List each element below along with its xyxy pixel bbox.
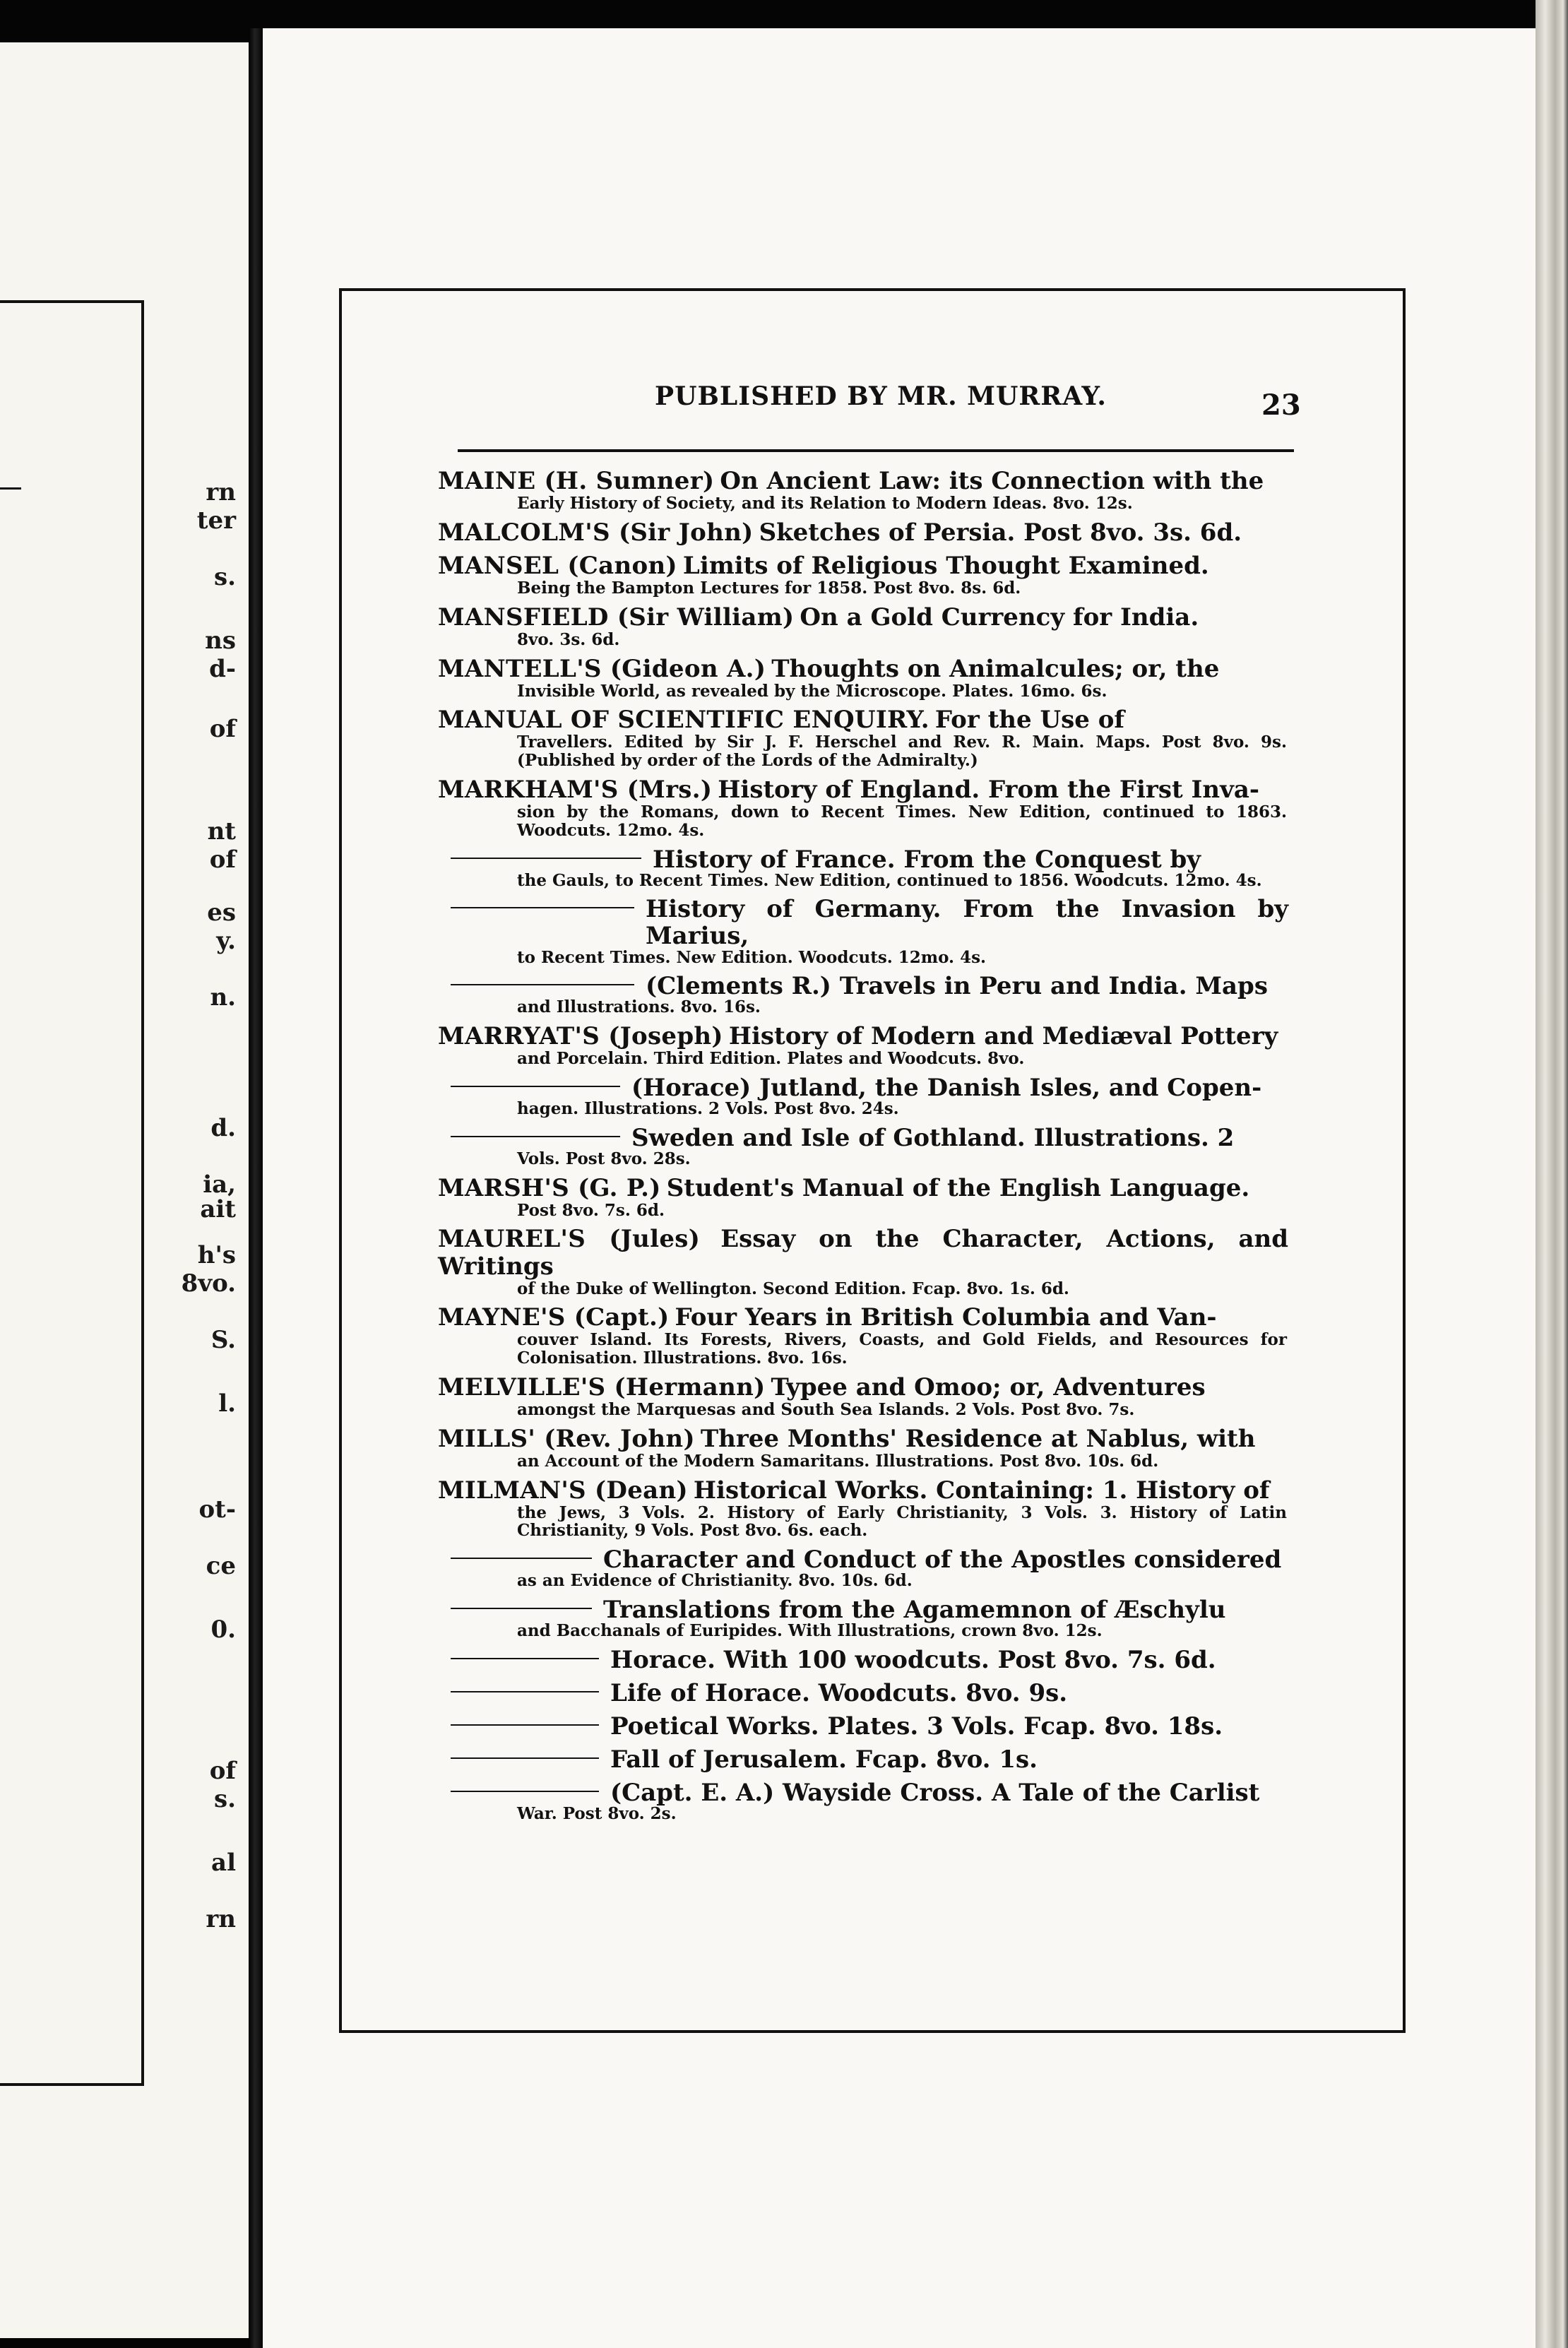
catalogue-entry <box>438 552 1288 598</box>
header-rule <box>458 449 1294 452</box>
marryat-sub-entries <box>438 1074 1288 1168</box>
sub-entry <box>438 1647 1288 1673</box>
left-page-fragment: h's <box>197 1241 236 1269</box>
sub-entry-title: Sweden and Isle of Gothland. Illustrations. 2 <box>631 1123 1235 1152</box>
left-page-fragment: ce <box>206 1552 236 1580</box>
left-page-fragment: d. <box>210 1114 236 1142</box>
catalogue-entry <box>438 519 1288 546</box>
catalogue-entry <box>438 604 1288 649</box>
left-page-fragment: ot- <box>198 1495 236 1524</box>
catalogue-entry <box>438 1175 1288 1220</box>
sub-entry-title: Life of Horace. Woodcuts. 8vo. 9s. <box>610 1678 1068 1707</box>
entry-head: MAINE (H. Sumner) <box>438 467 715 495</box>
ditto-dash <box>451 858 641 859</box>
ditto-dash <box>451 1086 620 1087</box>
left-page-fragment: 8vo. <box>181 1269 236 1298</box>
sub-entry <box>438 1680 1288 1707</box>
entry-title: History of England. From the First Inva- <box>718 775 1260 804</box>
sub-entry-details: as an Evidence of Christianity. 8vo. 10s. 6d. <box>517 1571 913 1591</box>
entry-title: Student's Manual of the English Language. <box>666 1173 1250 1202</box>
left-page-frame <box>0 300 144 2086</box>
sub-entry-title: History of France. From the Conquest by <box>653 845 1201 874</box>
left-page-fragment: es <box>207 899 236 927</box>
entry-head: MANUAL OF SCIENTIFIC ENQUIRY. <box>438 706 929 735</box>
left-page-fragment: of <box>209 846 236 874</box>
sub-entry-title: (Horace) Jutland, the Danish Isles, and Copen- <box>631 1073 1262 1102</box>
entry-title: Essay on the Character, Actions, and Writings <box>438 1225 1288 1281</box>
left-page-fragment: d- <box>209 655 236 683</box>
sub-entry-details: War. Post 8vo. 2s. <box>517 1804 677 1824</box>
sub-entry-details: hagen. Illustrations. 2 Vols. Post 8vo. 24s. <box>517 1099 899 1119</box>
entry-details: the Jews, 3 Vols. 2. History of Early Christianity, 3 Vols. 3. History of Latin Christianity, 9 Vols. Post 8vo. 6s. each. <box>517 1502 1287 1541</box>
entry-details: an Account of the Modern Samaritans. Illustrations. Post 8vo. 10s. 6d. <box>517 1451 1159 1471</box>
entry-details: and Porcelain. Third Edition. Plates and Woodcuts. 8vo. <box>517 1049 1025 1069</box>
left-page-fragment: rn <box>206 1905 236 1933</box>
entry-details: of the Duke of Wellington. Second Edition. Fcap. 8vo. 1s. 6d. <box>517 1279 1069 1298</box>
left-page-fragment: ait <box>200 1195 236 1223</box>
entry-head: MALCOLM'S (Sir John) <box>438 518 754 547</box>
left-page-fragment: s. <box>214 1785 236 1813</box>
sub-entry <box>438 1779 1288 1823</box>
entry-head: MANSEL (Canon) <box>438 551 677 580</box>
entry-head: MANSFIELD (Sir William) <box>438 603 795 632</box>
entries-marsh-to-milman <box>438 1175 1288 1541</box>
left-page-fragment: S. <box>210 1326 236 1354</box>
entry-head: MARKHAM'S (Mrs.) <box>438 775 713 804</box>
entry-details: 8vo. 3s. 6d. <box>517 629 620 649</box>
catalogue-entry <box>438 706 1288 770</box>
catalogue-entry <box>438 1226 1288 1298</box>
sub-entry-details: and Illustrations. 8vo. 16s. <box>517 997 761 1017</box>
sub-entry <box>438 896 1288 966</box>
ditto-dash <box>451 1136 620 1137</box>
markham-sub-entries <box>438 846 1288 1017</box>
sub-entry-title: Character and Conduct of the Apostles considered <box>603 1546 1282 1575</box>
entry-title: On Ancient Law: its Connection with the <box>720 467 1264 495</box>
catalogue-entry <box>438 656 1288 701</box>
entry-head: MAUREL'S (Jules) <box>438 1225 701 1254</box>
left-page-fragment: n. <box>210 983 236 1012</box>
entry-head: MAYNE'S (Capt.) <box>438 1303 670 1332</box>
ditto-dash <box>451 1691 599 1692</box>
left-page-fragment: ia, <box>203 1170 236 1199</box>
ditto-dash <box>451 1724 599 1726</box>
sub-entry <box>438 1746 1288 1773</box>
entry-details: Travellers. Edited by Sir J. F. Herschel and Rev. R. Main. Maps. Post 8vo. 9s. (Published by order of the Lords of the Admiralty.) <box>517 733 1287 771</box>
left-page-fragment: s. <box>214 563 236 591</box>
entry-title: Three Months' Residence at Nablus, with <box>700 1424 1256 1453</box>
entry-details: Invisible World, as revealed by the Microscope. Plates. 16mo. 6s. <box>517 681 1107 701</box>
entry-details: Early History of Society, and its Relation to Modern Ideas. 8vo. 12s. <box>517 494 1133 514</box>
entry-title: Typee and Omoo; or, Adventures <box>771 1372 1206 1401</box>
entry-head: MARSH'S (G. P.) <box>438 1173 661 1202</box>
sub-entry-details: Vols. Post 8vo. 28s. <box>517 1149 691 1168</box>
sub-entry <box>438 1074 1288 1118</box>
entry-details: sion by the Romans, down to Recent Times. New Edition, continued to 1863. Woodcuts. 12mo. 4s. <box>517 802 1287 840</box>
entry-head: MILLS' (Rev. John) <box>438 1424 695 1453</box>
entry-title: Historical Works. Containing: 1. History of <box>693 1476 1270 1505</box>
entries-maine-to-markham <box>438 468 1288 840</box>
left-page-fragment: l. <box>218 1389 236 1418</box>
sub-entry <box>438 1596 1288 1640</box>
sub-entry <box>438 1713 1288 1740</box>
catalogue-entry <box>438 776 1288 840</box>
entry-head: MELVILLE'S (Hermann) <box>438 1372 766 1401</box>
entry-title: On a Gold Currency for India. <box>800 603 1199 632</box>
entry-title: For the Use of <box>934 706 1125 735</box>
entry-title: History of Modern and Mediæval Pottery <box>728 1022 1278 1051</box>
entry-title: Thoughts on Animalcules; or, the <box>771 654 1220 683</box>
ditto-dash <box>451 984 634 985</box>
sub-entry-title: (Capt. E. A.) Wayside Cross. A Tale of the Carlist <box>610 1779 1260 1808</box>
ditto-dash <box>451 1757 599 1759</box>
sub-entry-title: History of Germany. From the Invasion by Marius, <box>646 895 1288 951</box>
left-page-fragment: nt <box>207 817 236 846</box>
sub-entry-title: Fall of Jerusalem. Fcap. 8vo. 1s. <box>610 1745 1038 1774</box>
sub-entry <box>438 1546 1288 1590</box>
sub-entry-title: (Clements R.) Travels in Peru and India. Maps <box>646 972 1268 1001</box>
sub-entry-details: and Bacchanals of Euripides. With Illustrations, crown 8vo. 12s. <box>517 1621 1103 1641</box>
left-page-fragment: ter <box>196 506 236 535</box>
sub-entry <box>438 973 1288 1016</box>
catalogue-entry <box>438 1374 1288 1419</box>
entry-details: couver Island. Its Forests, Rivers, Coasts, and Gold Fields, and Resources for Colonisation. Illustrations. 8vo. 16s. <box>517 1330 1287 1368</box>
page-number: 23 <box>1261 389 1301 422</box>
left-page-fragment: of <box>209 1757 236 1785</box>
left-page-fragment: ns <box>205 627 236 655</box>
ditto-dash <box>451 1658 599 1659</box>
catalogue-entry <box>438 1477 1288 1541</box>
sub-entry-title: Translations from the Agamemnon of Æschylu <box>603 1595 1226 1624</box>
entry-details: Being the Bampton Lectures for 1858. Post 8vo. 8s. 6d. <box>517 578 1021 598</box>
catalogue-entry <box>438 468 1288 513</box>
left-page <box>0 42 249 2338</box>
ditto-dash <box>451 1558 592 1559</box>
ditto-dash <box>451 1608 592 1609</box>
left-page-fragment: 0. <box>210 1615 236 1644</box>
page-edge <box>1536 0 1568 2348</box>
left-page-fragment: y. <box>216 927 236 955</box>
sub-entry <box>438 1125 1288 1168</box>
entry-details: Post 8vo. 7s. 6d. <box>517 1200 665 1220</box>
entry-head: MANTELL'S (Gideon A.) <box>438 654 766 683</box>
catalogue-entry <box>438 1304 1288 1368</box>
ditto-dash <box>451 907 634 908</box>
entry-title: Four Years in British Columbia and Van- <box>675 1303 1217 1332</box>
left-page-fragment: of <box>209 715 236 743</box>
left-page-fragment: al <box>211 1849 236 1877</box>
entry-head: MARRYAT'S (Joseph) <box>438 1022 723 1051</box>
sub-entry-details: to Recent Times. New Edition. Woodcuts. 12mo. 4s. <box>517 947 987 967</box>
left-page-rule <box>0 487 21 490</box>
sub-entry-title: Horace. With 100 woodcuts. Post 8vo. 7s. 6d. <box>610 1645 1216 1674</box>
sub-entry-details: the Gauls, to Recent Times. New Edition, continued to 1856. Woodcuts. 12mo. 4s. <box>517 870 1262 890</box>
sub-entry-title: Poetical Works. Plates. 3 Vols. Fcap. 8vo. 18s. <box>610 1712 1223 1741</box>
sub-entry <box>438 846 1288 890</box>
ditto-dash <box>451 1791 599 1792</box>
running-head: PUBLISHED BY MR. MURRAY. <box>655 381 1107 411</box>
milman-sub-entries <box>438 1546 1288 1823</box>
entry-marryat <box>438 1023 1288 1068</box>
catalogue-entries <box>438 468 1288 1830</box>
entry-details: amongst the Marquesas and South Sea Islands. 2 Vols. Post 8vo. 7s. <box>517 1399 1135 1419</box>
entry-title: Limits of Religious Thought Examined. <box>682 551 1209 580</box>
left-page-fragment: rn <box>206 478 236 506</box>
gutter-shadow <box>249 28 264 2348</box>
catalogue-entry <box>438 1425 1288 1471</box>
entry-head: MILMAN'S (Dean) <box>438 1476 688 1505</box>
entry-title: Sketches of Persia. Post 8vo. 3s. 6d. <box>759 518 1242 547</box>
